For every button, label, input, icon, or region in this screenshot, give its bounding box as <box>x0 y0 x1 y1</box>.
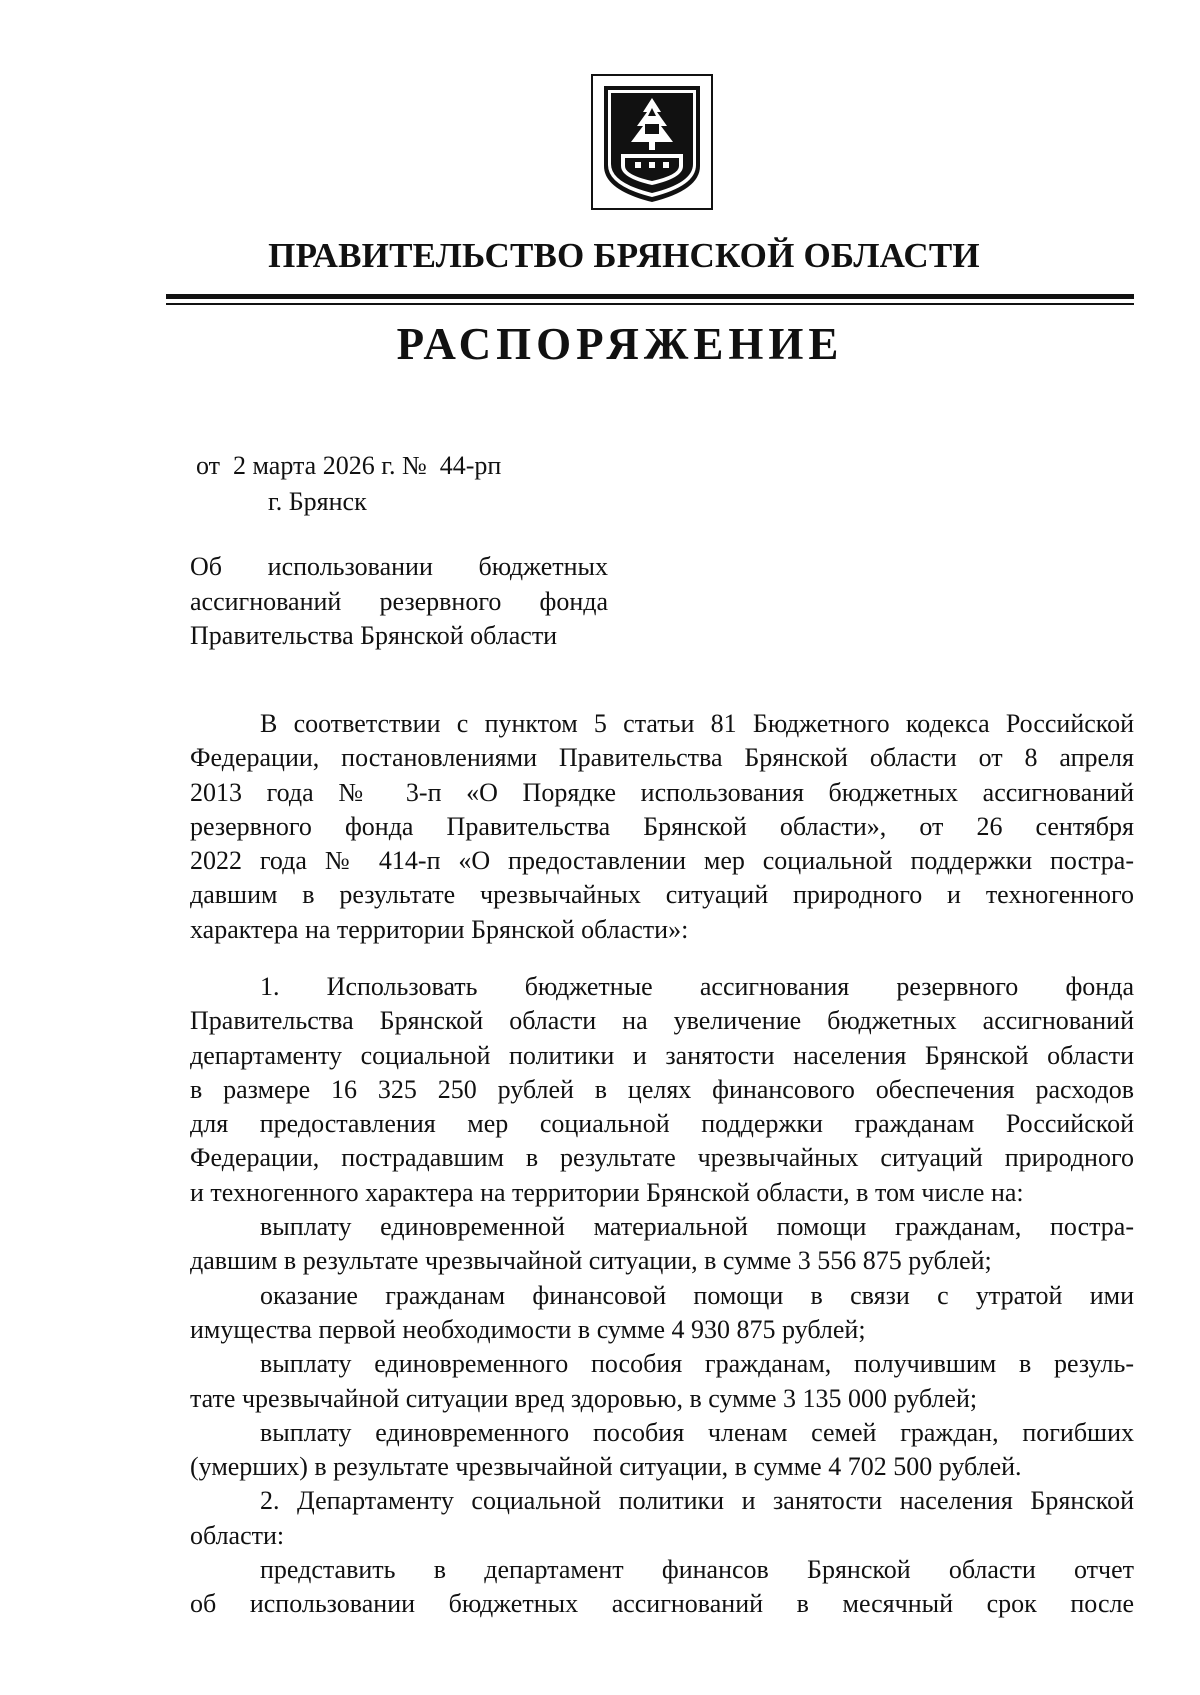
body-line: Федерации, постановлениями Правительства Брянской области от 8 апреля <box>190 743 1134 773</box>
body-line: резервного фонда Правительства Брянской области», от 26 сентября <box>190 811 1134 841</box>
subclause-line: выплату единовременной материальной помощи гражданам, постра- <box>260 1212 1134 1242</box>
clause-1-line: в размере 16 325 250 рублей в целях финансового обеспечения расходов <box>190 1074 1134 1104</box>
header-divider-thin <box>166 303 1134 305</box>
subject-line: Об использовании бюджетных <box>190 552 608 581</box>
subclause-line: оказание гражданам финансовой помощи в связи с утратой ими <box>260 1280 1134 1310</box>
subclause-line: (умерших) в результате чрезвычайной ситуации, в сумме 4 702 500 рублей. <box>190 1452 1022 1482</box>
clause-1-line: и техногенного характера на территории Брянской области, в том числе на: <box>190 1177 1024 1207</box>
clause-1-line: 1. Использовать бюджетные ассигнования резервного фонда <box>260 972 1134 1001</box>
subject-line: Правительства Брянской области <box>190 621 558 650</box>
clause-2-line: 2. Департаменту социальной политики и занятости населения Брянской <box>260 1486 1134 1516</box>
clause-2-line: области: <box>190 1520 285 1550</box>
subclause-line: давшим в результате чрезвычайной ситуации, в сумме 3 556 875 рублей; <box>190 1246 992 1276</box>
document-type-title: РАСПОРЯЖЕНИЕ <box>396 319 844 369</box>
body-line: характера на территории Брянской области»: <box>190 914 689 944</box>
subclause-line: выплату единовременного пособия гражданам, получившим в резуль- <box>260 1349 1134 1379</box>
main-clauses <box>190 970 1134 1622</box>
subclause-line: выплату единовременного пособия членам семей граждан, погибших <box>260 1417 1134 1447</box>
coat-of-arms-icon <box>591 74 713 210</box>
header-divider-thick <box>166 294 1134 299</box>
subclause-line: тате чрезвычайной ситуации вред здоровью, в сумме 3 135 000 рублей; <box>190 1383 978 1413</box>
body-line: 2013 года № 3-п «О Порядке использования бюджетных ассигнований <box>190 777 1134 807</box>
clause-2-line: представить в департамент финансов Брянской области отчет <box>260 1555 1134 1585</box>
body-line: 2022 года № 414-п «О предоставлении мер социальной поддержки постра- <box>190 846 1134 876</box>
document-city: г. Брянск <box>268 487 367 516</box>
document-subject <box>190 550 608 654</box>
clause-1-line: департаменту социальной политики и занятости населения Брянской области <box>190 1040 1134 1070</box>
clause-2-line: об использовании бюджетных ассигнований в месячный срок после <box>190 1589 1134 1619</box>
subclause-line: имущества первой необходимости в сумме 4 930 875 рублей; <box>190 1314 866 1344</box>
clause-1-line: Федерации, пострадавшим в результате чрезвычайных ситуаций природного <box>190 1143 1134 1173</box>
government-name: ПРАВИТЕЛЬСТВО БРЯНСКОЙ ОБЛАСТИ <box>268 236 980 275</box>
clause-1-line: Правительства Брянской области на увеличение бюджетных ассигнований <box>190 1006 1134 1036</box>
body-line: давшим в результате чрезвычайных ситуаций природного и техногенного <box>190 880 1134 910</box>
body-line: В соответствии с пунктом 5 статьи 81 Бюджетного кодекса Российской <box>260 709 1134 738</box>
preamble-paragraph <box>190 707 1134 947</box>
subject-line: ассигнований резервного фонда <box>190 586 608 616</box>
document-date-number: от 2 марта 2026 г. № 44-рп <box>196 451 502 480</box>
clause-1-line: для предоставления мер социальной поддержки гражданам Российской <box>190 1109 1134 1139</box>
